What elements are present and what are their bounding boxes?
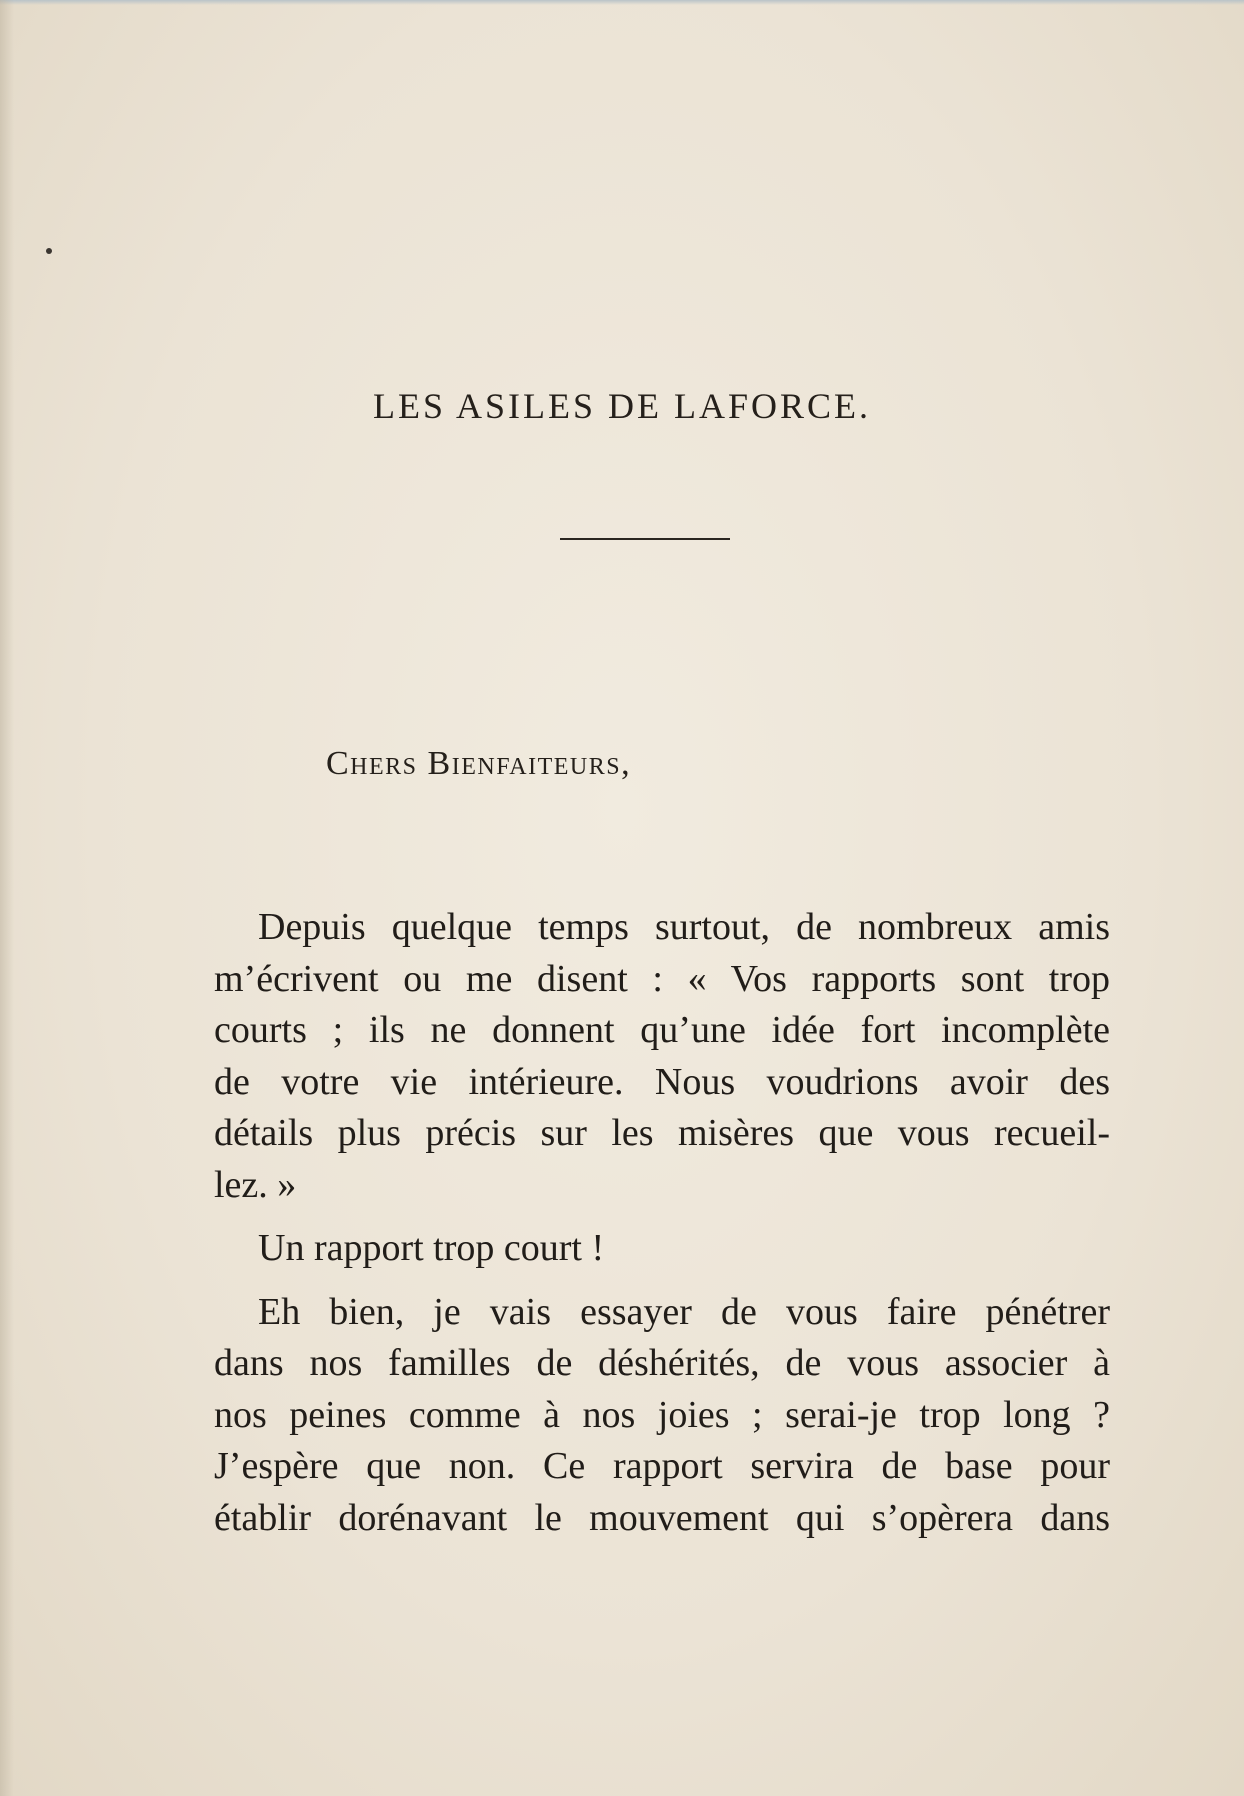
text-line: de votre vie intérieure. Nous voudrions avoir des: [214, 1060, 1110, 1103]
text-line: nos peines comme à nos joies ; serai-je trop long ?: [214, 1393, 1110, 1436]
text-line: courts ; ils ne donnent qu’une idée fort incomplète: [214, 1009, 1110, 1051]
title-divider: [560, 538, 730, 540]
text-line: Eh bien, je vais essayer de vous faire pénétrer: [258, 1290, 1110, 1333]
body-text: [170, 902, 1110, 1556]
paper-speck: [46, 248, 52, 254]
text-line: m’écrivent ou me disent : « Vos rapports sont trop: [214, 957, 1110, 1000]
paragraph: [170, 902, 1110, 1211]
text-line: Un rapport trop court !: [258, 1227, 605, 1269]
paragraph: [170, 1287, 1110, 1545]
salutation: Chers Bienfaiteurs,: [326, 745, 632, 782]
paragraph: [170, 1223, 1110, 1275]
text-line: dans nos familles de déshérités, de vous associer à: [214, 1342, 1110, 1384]
text-line: lez. »: [214, 1163, 297, 1206]
page-title: LES ASILES DE LAFORCE.: [372, 386, 872, 426]
page-gutter-shadow: [0, 0, 14, 1796]
text-line: J’espère que non. Ce rapport servira de base pour: [214, 1445, 1110, 1487]
text-line: Depuis quelque temps surtout, de nombreux amis: [258, 906, 1110, 948]
text-line: détails plus précis sur les misères que vous recueil-: [214, 1112, 1110, 1154]
page-top-edge: [0, 0, 1244, 5]
text-line: établir dorénavant le mouvement qui s’opèrera dans: [214, 1496, 1110, 1539]
